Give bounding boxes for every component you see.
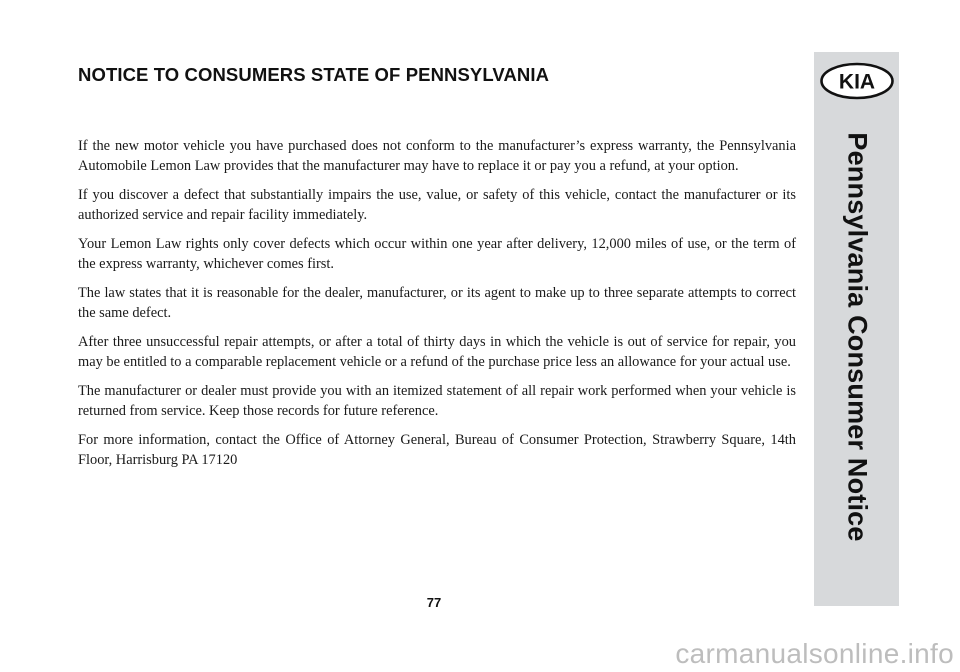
page-heading: NOTICE TO CONSUMERS STATE OF PENNSYLVANIA: [78, 64, 550, 85]
watermark: carmanualsonline.info: [675, 638, 954, 669]
paragraph: The manufacturer or dealer must provide you with an itemized statement of all repair work performed when your vehicle is returned from service. Keep those records for future reference.: [78, 383, 796, 419]
paragraph: If the new motor vehicle you have purchased does not conform to the manufacturer’s express warranty, the Pennsylvania Automobile Lemon Law provides that the manufacturer may have to replace it or pay you a refund, at your option.: [78, 138, 796, 174]
paragraph: The law states that it is reasonable for the dealer, manufacturer, or its agent to make up to three separate attempts to correct the same defect.: [78, 285, 796, 321]
paragraph: After three unsuccessful repair attempts, or after a total of thirty days in which the vehicle is out of service for repair, you may be entitled to a comparable replacement vehicle or a refund of the purchase price less an allowance for your actual use.: [78, 334, 796, 370]
page-number: 77: [426, 595, 442, 610]
kia-logo-text: KIA: [838, 70, 876, 94]
paragraph: For more information, contact the Office of Attorney General, Bureau of Consumer Protection, Strawberry Square, 14th Floor, Harrisburg PA 17120: [78, 432, 796, 468]
paragraph: Your Lemon Law rights only cover defects which occur within one year after delivery, 12,000 miles of use, or the term of the express warranty, whichever comes first.: [78, 236, 796, 272]
kia-logo-icon: [819, 61, 895, 101]
notice-body: [78, 136, 796, 479]
paragraph: If you discover a defect that substantially impairs the use, value, or safety of this vehicle, contact the manufacturer or its authorized service and repair facility immediately.: [78, 187, 796, 223]
side-section-title: Pennsylvania Consumer Notice: [842, 132, 873, 542]
